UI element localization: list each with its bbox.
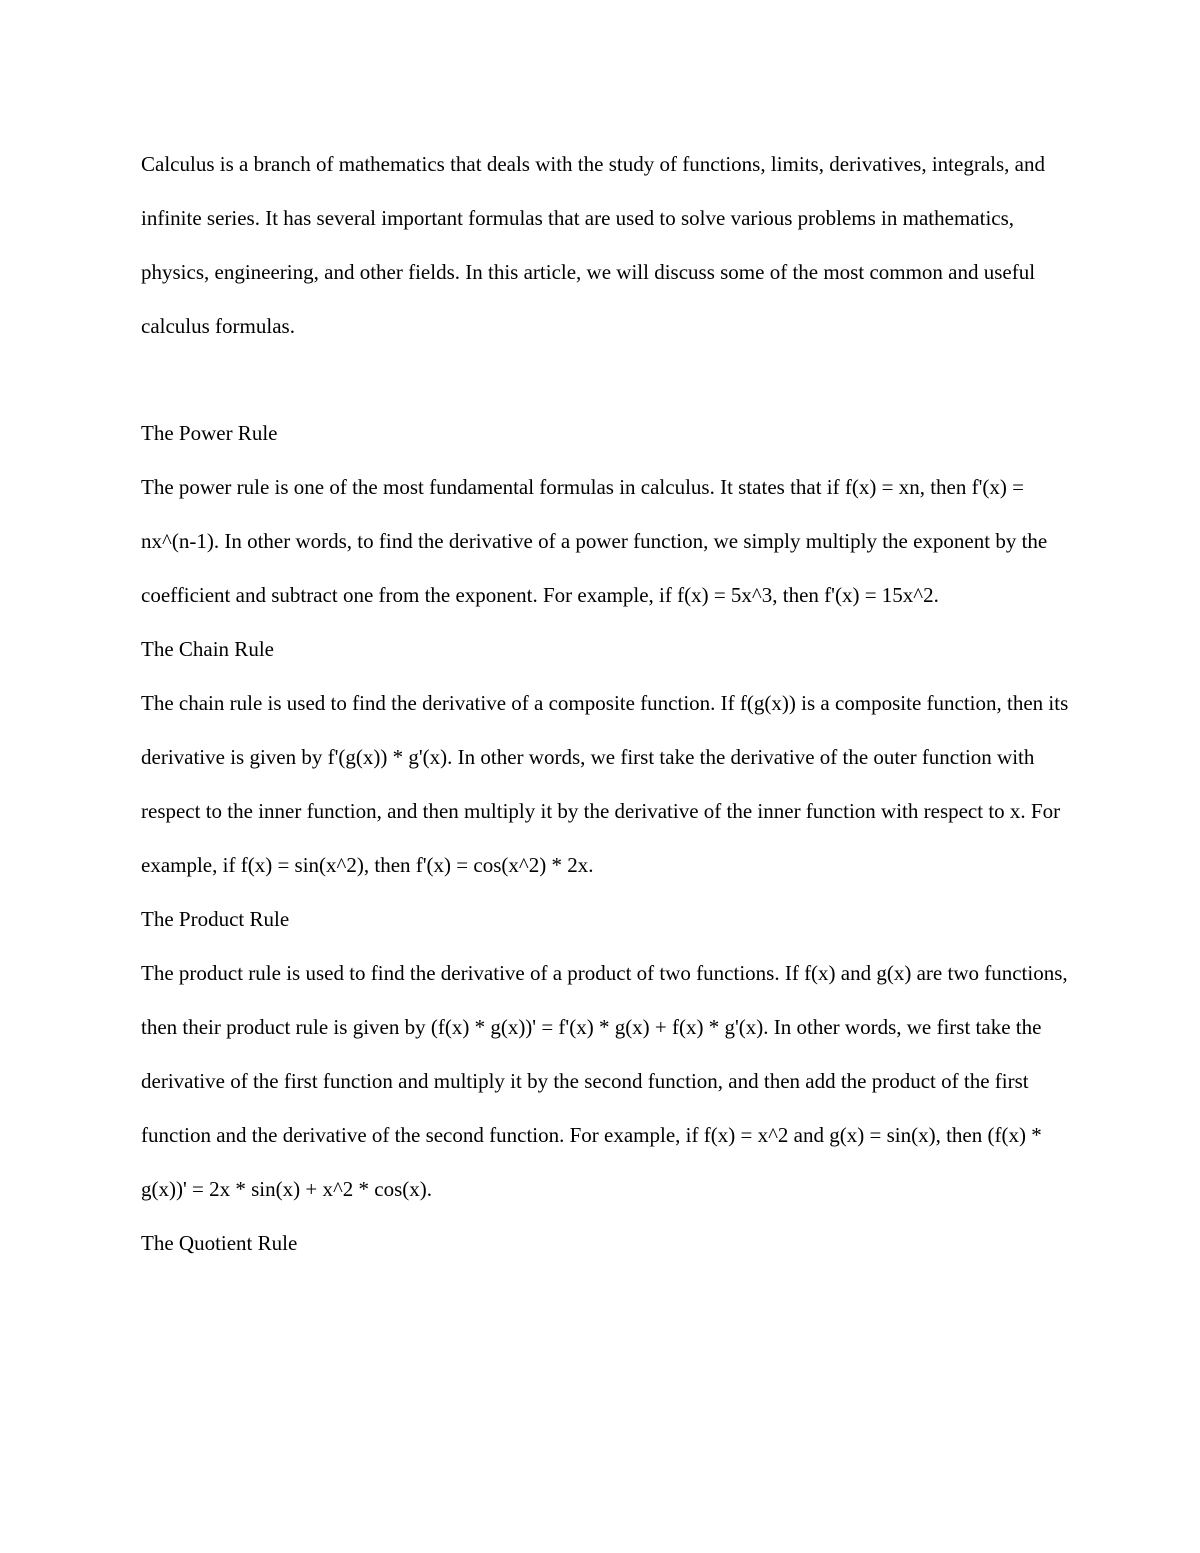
power-rule-heading: The Power Rule [141, 421, 278, 445]
document-body [141, 137, 1071, 1270]
power-rule-paragraph: The power rule is one of the most fundamental formulas in calculus. It states that if f(x) = xn, then f'(x) = nx^(n-1). In other words, to find the derivative of a power function, we simply multiply the exponent by the coefficient and subtract one from the exponent. For example, if f(x) = 5x^3, then f'(x) = 15x^2. [141, 475, 1048, 607]
quotient-rule-heading: The Quotient Rule [141, 1231, 298, 1255]
product-rule-paragraph: The product rule is used to find the derivative of a product of two functions. If f(x) and g(x) are two functions, then their product rule is given by (f(x) * g(x))' = f'(x) * g(x) + f(x) * g'(x). In other words, we first take the derivative of the first function and multiply it by the second function, and then add the product of the first function and the derivative of the second function. For example, if f(x) = x^2 and g(x) = sin(x), then (f(x) * g(x))' = 2x * sin(x) + x^2 * cos(x). [141, 961, 1068, 1201]
product-rule-heading: The Product Rule [141, 907, 290, 931]
chain-rule-paragraph: The chain rule is used to find the derivative of a composite function. If f(g(x)) is a composite function, then its derivative is given by f'(g(x)) * g'(x). In other words, we first take the derivative of the outer function with respect to the inner function, and then multiply it by the derivative of the inner function with respect to x. For example, if f(x) = sin(x^2), then f'(x) = cos(x^2) * 2x. [141, 691, 1069, 877]
intro-paragraph: Calculus is a branch of mathematics that deals with the study of functions, limits, derivatives, integrals, and infinite series. It has several important formulas that are used to solve various problems in mathematics, physics, engineering, and other fields. In this article, we will discuss some of the most common and useful calculus formulas. [141, 152, 1045, 338]
chain-rule-heading: The Chain Rule [141, 637, 274, 661]
